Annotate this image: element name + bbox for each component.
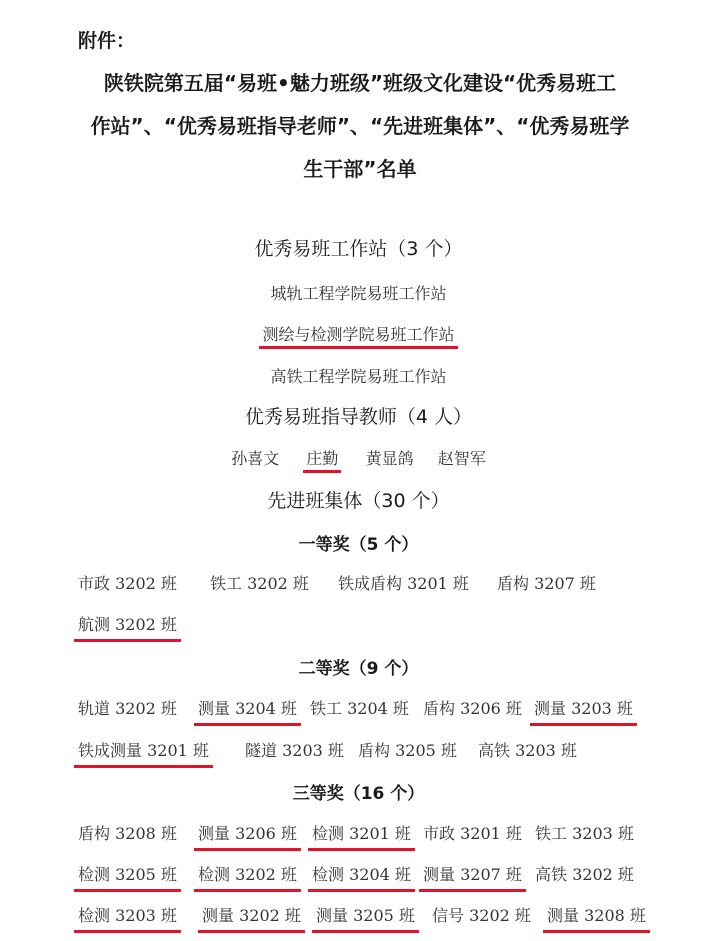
collectives-heading: 先进班集体（30 个） [267,490,450,512]
third-prize-heading: 三等奖（16 个） [292,784,425,804]
class-item-highlighted: 检测 3204 班 [308,862,415,892]
class-item: 盾构 3208 班 [78,824,177,843]
class-item: 铁工 3202 班 [210,574,309,593]
class-item-highlighted: 测量 3202 班 [198,903,305,933]
workstation-item [0,322,717,345]
class-item: 铁成盾构 3201 班 [338,574,469,593]
title-line-2: 作站”、“优秀易班指导老师”、“先进班集体”、“优秀易班学 [90,114,630,138]
class-item: 市政 3202 班 [78,574,177,593]
class-item: 盾构 3207 班 [497,574,596,593]
page-title [60,62,660,191]
title-line-1: 陕铁院第五届“易班•魅力班级”班级文化建设“优秀易班工 [103,71,617,95]
class-item-highlighted: 测量 3203 班 [530,696,637,726]
class-item-highlighted: 检测 3201 班 [308,821,415,851]
class-item-highlighted: 测量 3204 班 [194,696,301,726]
teacher-name: 孙喜文 [231,449,280,468]
title-line-3: 生干部”名单 [303,157,417,181]
class-item-highlighted: 铁成测量 3201 班 [74,738,213,768]
class-item: 盾构 3206 班 [423,699,522,718]
class-item-highlighted: 检测 3202 班 [194,862,301,892]
workstation-item [0,364,717,387]
workstation-name-highlighted: 测绘与检测学院易班工作站 [259,325,457,349]
class-item-highlighted: 测量 3205 班 [312,903,419,933]
class-item: 铁工 3204 班 [310,699,409,718]
teachers-heading: 优秀易班指导教师（4 人） [244,406,473,428]
class-item-highlighted: 检测 3203 班 [74,903,181,933]
class-item-highlighted: 航测 3202 班 [74,612,181,642]
class-item: 盾构 3205 班 [358,741,457,760]
first-prize-heading: 一等奖（5 个） [298,535,419,555]
class-item-highlighted: 测量 3207 班 [419,862,526,892]
class-item: 铁工 3203 班 [535,824,634,843]
class-item: 信号 3202 班 [432,906,531,925]
class-item: 轨道 3202 班 [78,699,177,718]
workstations-heading: 优秀易班工作站（3 个） [254,238,463,260]
workstation-item [0,281,717,304]
teacher-name: 赵智军 [437,449,486,468]
teacher-name: 黄显鸽 [365,449,414,468]
class-item: 高铁 3202 班 [535,865,634,884]
class-item-highlighted: 检测 3205 班 [74,862,181,892]
class-item: 高铁 3203 班 [478,741,577,760]
workstation-name: 高铁工程学院易班工作站 [270,367,447,386]
workstation-name: 城轨工程学院易班工作站 [270,284,447,303]
class-item: 隧道 3203 班 [245,741,344,760]
second-prize-heading: 二等奖（9 个） [298,659,419,679]
attachment-label: 附件： [78,30,136,52]
teacher-name-highlighted: 庄勤 [303,449,341,473]
class-item-highlighted: 测量 3206 班 [194,821,301,851]
class-item-highlighted: 测量 3208 班 [543,903,650,933]
class-item: 市政 3201 班 [423,824,522,843]
teachers-list [0,446,717,469]
